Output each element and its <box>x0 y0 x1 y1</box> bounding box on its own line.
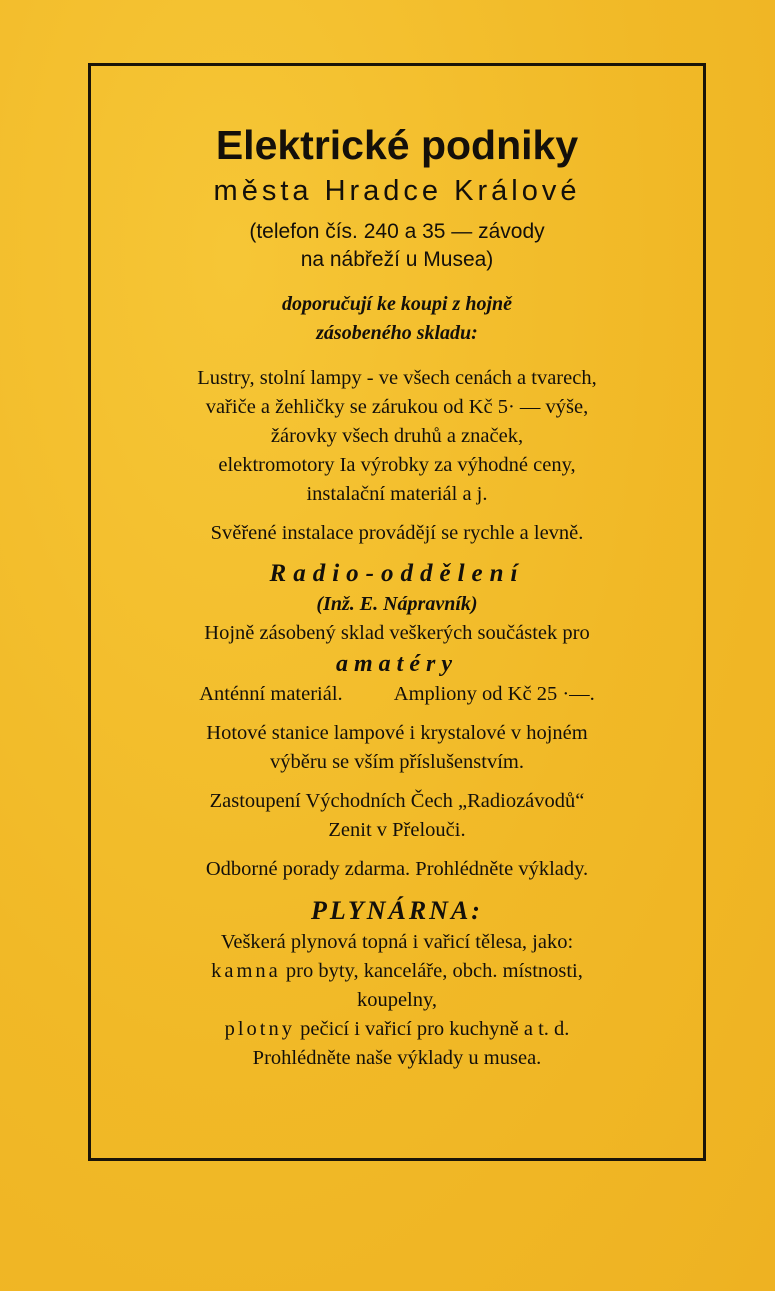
intro-line-1: doporučují ke koupi z hojně <box>281 293 513 315</box>
radio-heading: Radio-oddělení <box>269 560 525 587</box>
radio-stock: Hojně zásobený sklad veškerých součástek pro <box>204 622 590 644</box>
gasworks-line-1: Veškerá plynová topná i vařicí tělesa, jako: <box>220 931 574 953</box>
plates-rest: pečicí i vařicí pro kuchyně a t. d. <box>295 1018 570 1040</box>
gasworks-text <box>91 928 703 1073</box>
gasworks-line-4 <box>91 1015 703 1044</box>
stoves-rest: pro byty, kanceláře, obch. místnosti, <box>280 960 583 982</box>
page-title: Elektrické podniky <box>215 122 579 168</box>
speakers-text: Ampliony od Kč 25 ·—. <box>393 683 595 705</box>
advertisement-frame <box>88 63 706 1161</box>
gasworks-line-2 <box>91 957 703 986</box>
products-list <box>91 364 703 509</box>
intro-line-2: zásobeného skladu: <box>316 322 478 344</box>
product-line: instalační materiál a j. <box>306 483 488 505</box>
intro-text <box>91 290 703 348</box>
product-line: žárovky všech druhů a značek, <box>270 425 524 447</box>
phone-line-2: na nábřeží u Musea) <box>300 248 494 271</box>
agency-line-1: Zastoupení Východních Čech „Radiozávodů“ <box>209 790 585 812</box>
company-subtitle: města Hradce Králové <box>213 175 581 207</box>
stations-text <box>91 719 703 777</box>
advice-text: Odborné porady zdarma. Prohlédněte výklady. <box>205 858 589 880</box>
stations-line-2: výběru se vším příslušenstvím. <box>270 751 524 773</box>
antenna-text: Anténní materiál. <box>199 683 343 705</box>
installations-text: Svěřené instalace provádějí se rychle a levně. <box>210 522 584 544</box>
antenna-speakers-line <box>91 680 703 709</box>
gasworks-heading: PLYNÁRNA: <box>311 896 483 925</box>
product-line: elektromotory Ia výrobky za výhodné ceny, <box>218 454 576 476</box>
radio-engineer: (Inž. E. Nápravník) <box>316 593 478 615</box>
stoves-word: kamna <box>211 960 281 982</box>
agency-text <box>91 787 703 845</box>
advertisement-content <box>91 120 703 1073</box>
stations-line-1: Hotové stanice lampové i krystalové v hojném <box>206 722 588 744</box>
plates-word: plotny <box>224 1018 296 1040</box>
phone-info <box>91 218 703 274</box>
phone-line-1: (telefon čís. 240 a 35 — závody <box>249 220 545 243</box>
gasworks-line-5: Prohlédněte naše výklady u musea. <box>252 1047 542 1069</box>
amateurs-heading: amatéry <box>336 651 458 677</box>
agency-line-2: Zenit v Přelouči. <box>328 819 466 841</box>
product-line: Lustry, stolní lampy - ve všech cenách a tvarech, <box>197 367 597 389</box>
product-line: vařiče a žehličky se zárukou od Kč 5· — výše, <box>205 396 589 418</box>
gasworks-line-3: koupelny, <box>356 989 438 1011</box>
